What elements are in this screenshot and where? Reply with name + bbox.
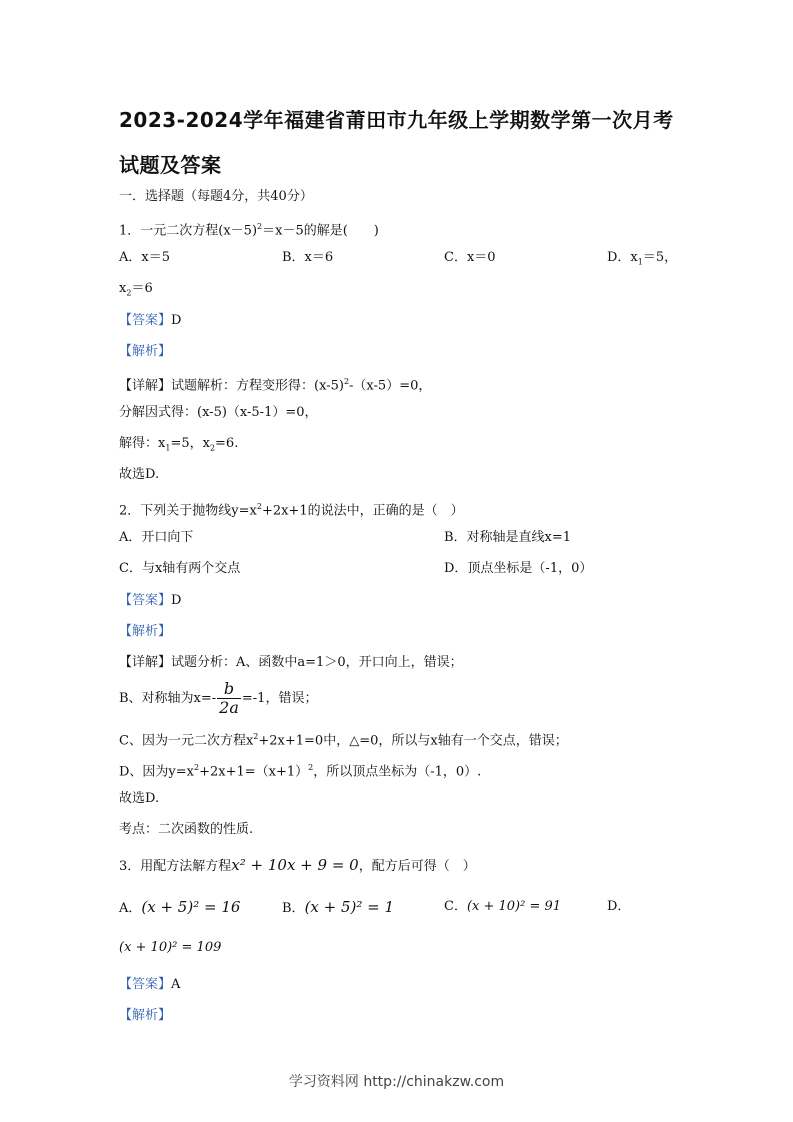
q3-option-d: (x + 10)² = 109 bbox=[119, 940, 222, 955]
q2-detail-line3: C、因为一元二次方程$x^2+2x+1=0$中，△=0，所以与x轴有一个交点，错误； bbox=[119, 732, 568, 749]
answer-tag: 【答案】 bbox=[119, 313, 172, 328]
q2-option-d: D．顶点坐标是（-1，0） bbox=[444, 561, 593, 576]
q2-stem: 2．下列关于抛物线$y=x^2+2x+1$的说法中，正确的是（ ） bbox=[119, 502, 464, 519]
q3-option-c: C．(x + 10)² = 91 bbox=[444, 899, 562, 914]
q3-option-a: A．(x + 5)² = 16 bbox=[119, 898, 241, 916]
q3-stem: 3．用配方法解方程x² + 10x + 9 = 0，配方后可得（ ） bbox=[119, 856, 476, 874]
page-footer: 学习资料网 http://chinakzw.com bbox=[288, 1074, 505, 1090]
q3-equation: x² + 10x + 9 = 0 bbox=[231, 856, 359, 874]
q3-answer: 【答案】A bbox=[119, 977, 181, 992]
q2-detail-line4: D、因为$y=x^2+2x+1=(x+1)^2$，所以顶点坐标为（-1，0）. bbox=[119, 763, 482, 780]
q1-detail-line2: 分解因式得：(x-5)（x-5-1）=0， bbox=[119, 405, 318, 420]
q1-option-a: A．x＝5 bbox=[119, 250, 170, 265]
q1-analysis-tag: 【解析】 bbox=[119, 344, 172, 359]
q1-answer: 【答案】D bbox=[119, 313, 182, 328]
q1-option-d-continued: $x_2=6$ bbox=[119, 281, 153, 298]
answer-tag: 【答案】 bbox=[119, 593, 172, 608]
detail-tag: 【详解】 bbox=[119, 378, 172, 394]
q3-option-b: B．(x + 5)² = 1 bbox=[282, 898, 395, 916]
q2-answer: 【答案】D bbox=[119, 593, 182, 608]
fraction-b-over-2a: $\frac{b}{2a}$ bbox=[219, 679, 239, 717]
q1-conclusion: 故选D. bbox=[119, 467, 160, 482]
q2-analysis-tag: 【解析】 bbox=[119, 624, 172, 639]
q1-option-d: D．$x_1=5$， bbox=[607, 250, 678, 267]
q1-detail-line3: 解得：$x_1=5$，$x_2=6$. bbox=[119, 436, 239, 453]
detail-tag: 【详解】 bbox=[119, 655, 172, 670]
q3-option-d-label: D． bbox=[607, 899, 631, 914]
q1-option-c: C．x＝0 bbox=[444, 250, 496, 265]
q1-option-b: B．x＝6 bbox=[282, 250, 334, 265]
q2-conclusion: 故选D. bbox=[119, 791, 160, 806]
answer-tag: 【答案】 bbox=[119, 977, 172, 992]
section-header: 一．选择题（每题4分，共40分） bbox=[119, 189, 313, 204]
q2-detail-line2: B、对称轴为x=- $\frac{b}{2a}$ =-1，错误； bbox=[119, 679, 318, 717]
q2-option-b: B．对称轴是直线x=1 bbox=[444, 530, 572, 545]
q2-detail-line1: 【详解】试题分析：A、函数中a=1＞0，开口向上，错误； bbox=[119, 655, 463, 670]
q2-option-a: A．开口向下 bbox=[119, 530, 194, 545]
q2-kaodian: 考点：二次函数的性质. bbox=[119, 822, 254, 837]
q2-option-c: C．与x轴有两个交点 bbox=[119, 561, 241, 576]
q1-detail-line1: 【详解】试题解析：方程变形得：$(x-5)^2-(x-5)=0$， bbox=[119, 377, 432, 394]
document-title-line1: 2023-2024学年福建省莆田市九年级上学期数学第一次月考 bbox=[119, 108, 674, 132]
q1-stem: 1．一元二次方程$(x-5)^2=x-5$的解是( ) bbox=[119, 222, 379, 239]
document-title-line2: 试题及答案 bbox=[119, 153, 222, 177]
q3-analysis-tag: 【解析】 bbox=[119, 1008, 172, 1023]
